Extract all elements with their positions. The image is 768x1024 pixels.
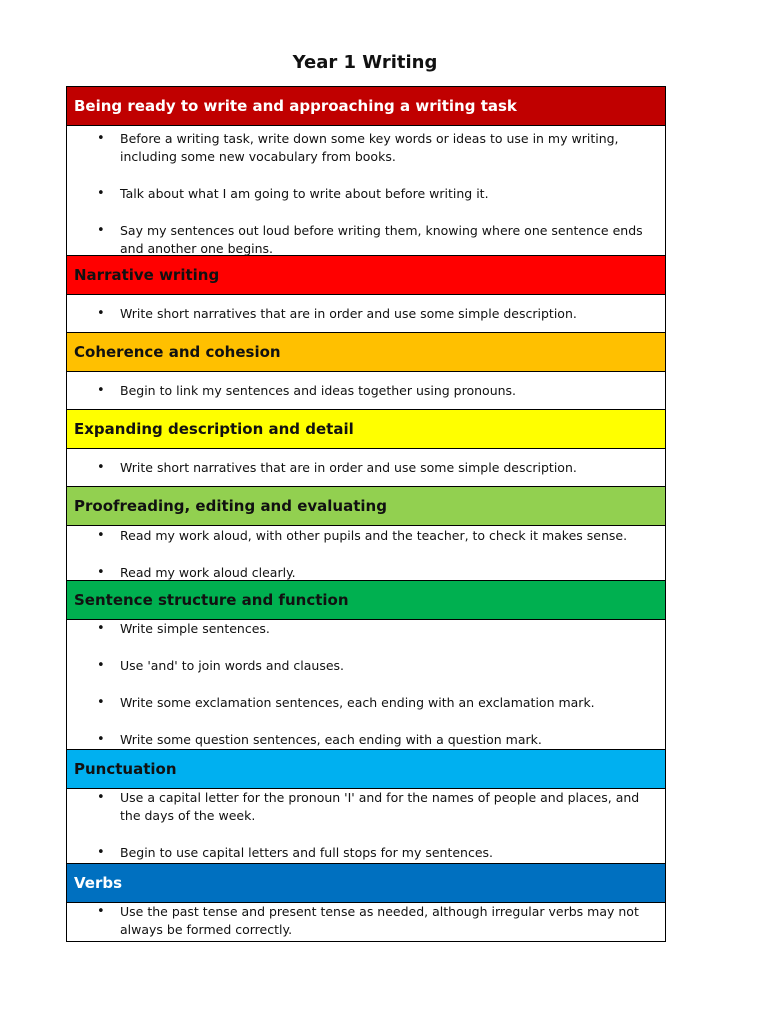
list-item: • Begin to link my sentences and ideas together using pronouns. [67, 382, 665, 400]
section-body-being-ready [67, 126, 665, 256]
section-header-narrative-writing [67, 256, 665, 295]
list-item: • Use 'and' to join words and clauses. [67, 657, 665, 675]
bullet-list [67, 903, 665, 939]
list-item: • Use a capital letter for the pronoun 'I' and for the names of people and places, and the days of the week. [67, 789, 665, 825]
bullet-list [67, 305, 665, 323]
bullet-list [67, 620, 665, 749]
section-heading: Proofreading, editing and evaluating [74, 497, 387, 515]
section-heading: Sentence structure and function [74, 591, 349, 609]
writing-targets-table [66, 86, 666, 942]
bullet-list [67, 527, 665, 582]
bullet-list [67, 382, 665, 400]
list-item: • Write simple sentences. [67, 620, 665, 638]
list-item: • Use the past tense and present tense as needed, although irregular verbs may not always be formed correctly. [67, 903, 665, 939]
bullet-list [67, 789, 665, 862]
list-item: • Begin to use capital letters and full stops for my sentences. [67, 844, 665, 862]
section-heading: Narrative writing [74, 266, 220, 284]
bullet-list [67, 459, 665, 477]
list-item: • Write some question sentences, each ending with a question mark. [67, 731, 665, 749]
section-body-sentence-structure [67, 620, 665, 750]
list-item: • Say my sentences out loud before writing them, knowing where one sentence ends and another one begins. [67, 222, 665, 258]
list-item: • Write some exclamation sentences, each ending with an exclamation mark. [67, 694, 665, 712]
section-body-narrative-writing [67, 295, 665, 333]
section-body-proofreading [67, 526, 665, 581]
section-body-expanding-description [67, 449, 665, 487]
list-item: • Before a writing task, write down some key words or ideas to use in my writing, including some new vocabulary from books. [67, 130, 665, 166]
list-item: • Read my work aloud, with other pupils and the teacher, to check it makes sense. [67, 527, 665, 545]
section-header-sentence-structure [67, 581, 665, 620]
section-body-punctuation [67, 789, 665, 864]
section-header-verbs [67, 864, 665, 903]
section-header-being-ready [67, 87, 665, 126]
list-item: • Write short narratives that are in order and use some simple description. [67, 305, 665, 323]
list-item: • Talk about what I am going to write about before writing it. [67, 185, 665, 203]
list-item: • Read my work aloud clearly. [67, 564, 665, 582]
section-heading: Expanding description and detail [74, 420, 354, 438]
section-header-expanding-description [67, 410, 665, 449]
section-header-punctuation [67, 750, 665, 789]
section-body-coherence-cohesion [67, 372, 665, 410]
section-heading: Coherence and cohesion [74, 343, 281, 361]
section-heading: Verbs [74, 874, 123, 892]
section-header-coherence-cohesion [67, 333, 665, 372]
section-header-proofreading [67, 487, 665, 526]
section-heading: Punctuation [74, 760, 177, 778]
section-body-verbs [67, 903, 665, 941]
section-heading: Being ready to write and approaching a writing task [74, 97, 517, 115]
list-item: • Write short narratives that are in order and use some simple description. [67, 459, 665, 477]
bullet-list [67, 130, 665, 258]
page-title: Year 1 Writing [292, 52, 438, 73]
